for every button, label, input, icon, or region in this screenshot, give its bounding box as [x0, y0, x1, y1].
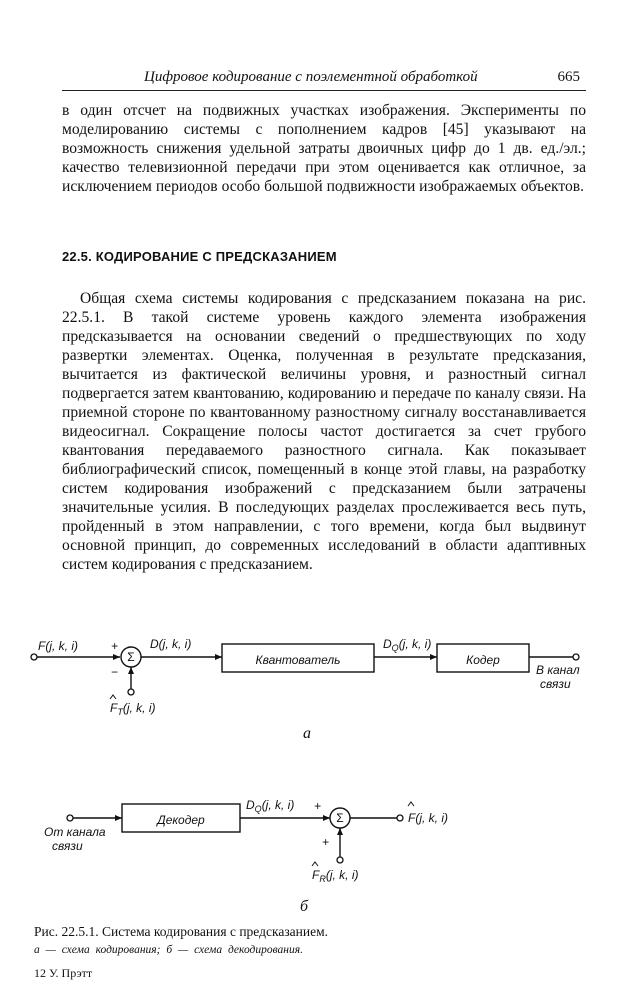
hat-accent-b — [312, 862, 318, 866]
output-terminal-b — [397, 815, 403, 821]
output-channel-label-a-2: связи — [540, 677, 571, 691]
paragraph-1: в один отсчет на подвижных участках изображения. Эксперименты по моделированию системы с пополнением кадров [45] указывают на возможность снижения удельной затраты двоичных цифр до 1 дв. ед./эл.; качество телевизионной передачи при этом оценивается как отличное, за исключением периодов особо большой подвижности изображаемых объектов. — [62, 102, 586, 195]
minus-sign-a: − — [111, 665, 119, 679]
output-signal-label-b: F(j, k, i) — [408, 811, 448, 825]
prediction-terminal-a — [128, 689, 134, 695]
hat-accent-b-out — [408, 802, 414, 806]
input-terminal-a — [31, 654, 37, 660]
summing-junction-b — [330, 808, 350, 828]
paragraph-2: Общая схема системы кодирования с предсказанием показана на рис. 22.5.1. В такой системе уровень каждого элемента изображения предсказывается на основании сведений о предшествующих по ходу развертки элементах. Оценка, полученная в результате предсказания, вычитается из фактической величины уровня, и разностный сигнал подвергается затем квантованию, кодированию и передаче по каналу связи. На приемной стороне по квантованному разностному сигналу восстанавливается видеосигнал. Сокращение полосы частот достигается за счет грубого квантования передаваемого разностного сигнала. Как показывает библиографический список, помещенный в конце этой главы, на разработку систем кодирования изображений с предсказанием были затрачены значительные усилия. В последующих разделах прослеживается весь путь, пройденный в этом направлении, с того времени, когда был выдвинут основной принцип, до современных исследований в области адаптивных систем кодирования с предсказанием. — [62, 290, 586, 573]
plus-sign-a: + — [111, 639, 119, 653]
quantizer-label: Квантователь — [255, 653, 341, 667]
input-terminal-b — [67, 815, 73, 821]
panel-letter-a: а — [303, 725, 311, 742]
coder-block — [437, 644, 529, 672]
plus-sign-left-b: + — [322, 835, 330, 849]
page-number: 665 — [557, 69, 580, 85]
decoder-block — [122, 804, 240, 832]
prediction-label-a: $F_T(j$, k, i) — [110, 701, 156, 717]
output-terminal-a — [573, 654, 579, 660]
figure-caption: Рис. 22.5.1. Система кодирования с предсказанием. — [34, 924, 329, 939]
footer-signature: 12 У. Прэтт — [34, 966, 93, 980]
decoder-label: Декодер — [157, 813, 205, 827]
diff-signal-label-a: D(j, k, i) — [150, 637, 192, 651]
panel-letter-b: б — [300, 898, 309, 915]
running-head — [62, 68, 586, 91]
input-channel-label-b-2: связи — [52, 839, 83, 853]
prediction-label-b: $F_R(j$, k, i) — [312, 868, 359, 884]
section-heading: 22.5. КОДИРОВАНИЕ С ПРЕДСКАЗАНИЕМ — [62, 249, 337, 264]
coder-label: Кодер — [466, 653, 500, 667]
quantizer-block — [222, 644, 374, 672]
input-signal-label-a: F(j, k, i) — [38, 639, 78, 653]
plus-sign-top-b: + — [314, 799, 322, 813]
input-channel-label-b: От канала — [44, 825, 106, 839]
sum-symbol-a: Σ — [127, 650, 135, 664]
quantized-signal-label-b: $D_Q(j$, k, i) — [246, 798, 295, 814]
summing-junction-a — [121, 647, 141, 667]
quantized-signal-label-a: $D_Q(j$, k, i) — [383, 637, 432, 653]
sum-symbol-b: Σ — [336, 811, 344, 825]
diagram-a — [31, 637, 580, 742]
figure-caption-sub: а — схема кодирования; б — схема декодирования. — [34, 944, 303, 956]
output-channel-label-a: В канал — [536, 663, 580, 677]
prediction-terminal-b — [337, 857, 343, 863]
hat-accent-a — [110, 695, 116, 699]
running-title: Цифровое кодирование с поэлементной обработкой — [144, 69, 478, 85]
diagram-b — [44, 798, 448, 915]
